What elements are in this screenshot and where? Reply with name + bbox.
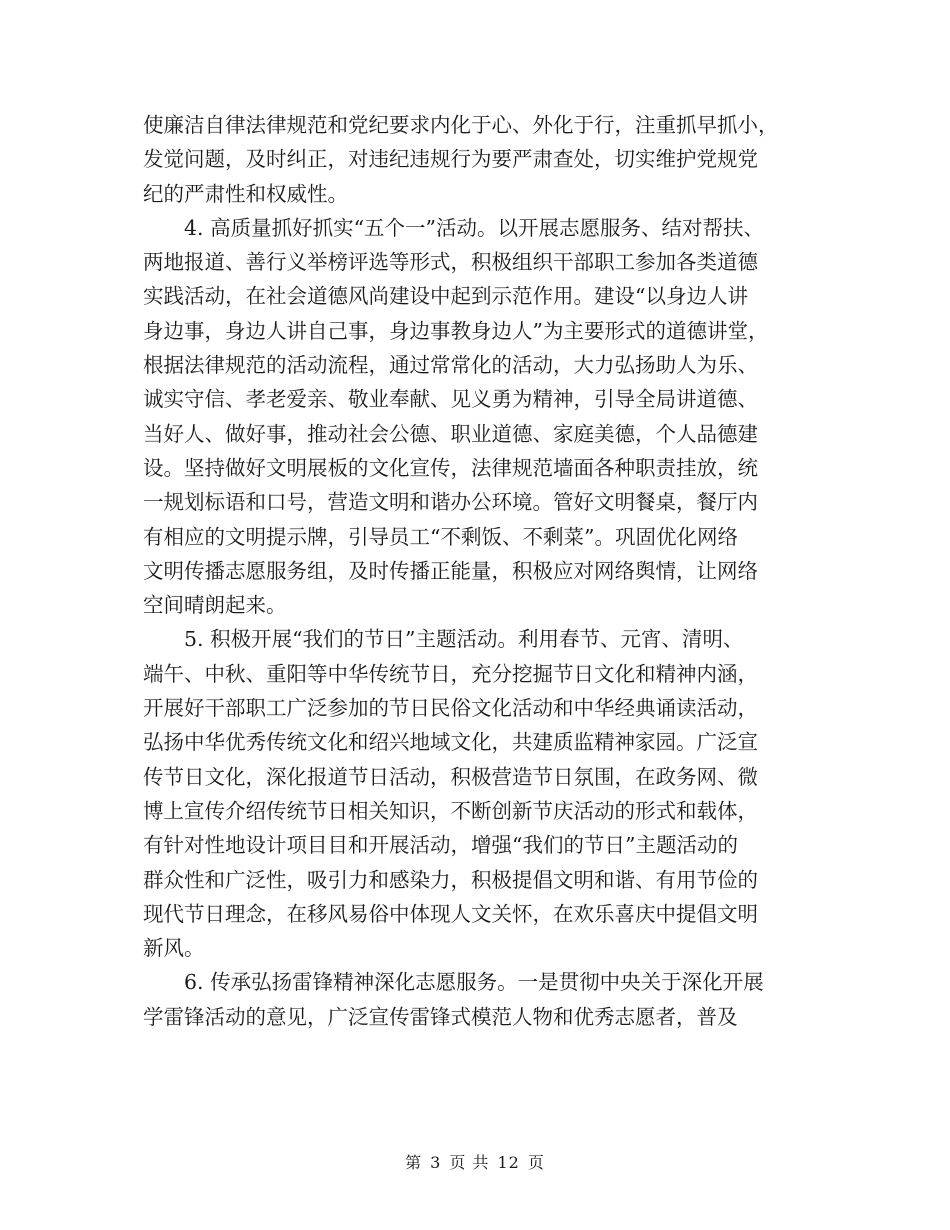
text-line: 文明传播志愿服务组，及时传播正能量，积极应对网络舆情，让网络: [143, 558, 758, 583]
text-line: 现代节日理念，在移风易俗中体现人文关怀，在欢乐喜庆中提倡文明: [143, 901, 758, 926]
text-line: 开展好干部职工广泛参加的节日民俗文化活动和中华经典诵读活动，: [143, 696, 758, 721]
text-line: 博上宣传介绍传统节日相关知识，不断创新节庆活动的形式和载体，: [143, 798, 758, 823]
text-line: 弘扬中华优秀传统文化和绍兴地域文化，共建质监精神家园。广泛宣: [143, 730, 758, 755]
text-line: 有相应的文明提示牌，引导员工“不剩饭、不剩菜”。巩固优化网络: [143, 524, 738, 549]
text-line: 端午、中秋、重阳等中华传统节日，充分挖掘节日文化和精神内涵，: [143, 661, 758, 686]
text-line: 发觉问题，及时纠正，对违纪违规行为要严肃查处，切实维护党规党: [143, 147, 758, 172]
text-line: 当好人、做好事，推动社会公德、职业道德、家庭美德，个人品德建: [143, 421, 758, 446]
text-line: 新风。: [143, 936, 205, 961]
text-line: 根据法律规范的活动流程，通过常常化的活动，大力弘扬助人为乐、: [143, 353, 758, 378]
footer-middle: 页 共: [449, 1153, 490, 1172]
text-line: 一规划标语和口号，营造文明和谐办公环境。管好文明餐桌，餐厅内: [143, 490, 758, 515]
text-line: 身边事，身边人讲自己事，身边事教身边人”为主要形式的道德讲堂，: [143, 318, 769, 343]
text-line: 纪的严肃性和权威性。: [143, 181, 348, 206]
footer-suffix: 页: [527, 1153, 545, 1172]
total-pages-number: 12: [497, 1153, 520, 1172]
current-page-number: 3: [430, 1153, 442, 1172]
text-line: 设。坚持做好文明展板的文化宣传，法律规范墙面各种职责挂放，统: [143, 455, 758, 480]
paragraph-4-start: 4. 高质量抓好抓实“五个一”活动。以开展志愿服务、结对帮扶、: [184, 215, 765, 240]
text-line: 实践活动，在社会道德风尚建设中起到示范作用。建设“以身边人讲: [143, 284, 748, 309]
page-footer: [0, 1150, 950, 1173]
text-line: 有针对性地设计项目目和开展活动，增强“我们的节日”主题活动的: [143, 833, 738, 858]
text-line: 空间晴朗起来。: [143, 593, 287, 618]
text-line: 学雷锋活动的意见，广泛宣传雷锋式模范人物和优秀志愿者，普及: [143, 1004, 738, 1029]
text-line: 诚实守信、孝老爱亲、敬业奉献、见义勇为精神，引导全局讲道德、: [143, 387, 758, 412]
text-line: 使廉洁自律法律规范和党纪要求内化于心、外化于行，注重抓早抓小，: [143, 113, 779, 137]
document-body: [143, 108, 823, 1034]
text-line: 两地报道、善行义举榜评选等形式，积极组织干部职工参加各类道德: [143, 250, 758, 275]
footer-prefix: 第: [405, 1153, 423, 1172]
text-line: 群众性和广泛性，吸引力和感染力，积极提倡文明和谐、有用节俭的: [143, 867, 758, 892]
paragraph-5-start: 5. 积极开展“我们的节日”主题活动。利用春节、元宵、清明、: [184, 627, 744, 652]
text-line: 传节日文化，深化报道节日活动，积极营造节日氛围，在政务网、微: [143, 764, 758, 789]
paragraph-6-start: 6. 传承弘扬雷锋精神深化志愿服务。一是贯彻中央关于深化开展: [184, 970, 764, 995]
